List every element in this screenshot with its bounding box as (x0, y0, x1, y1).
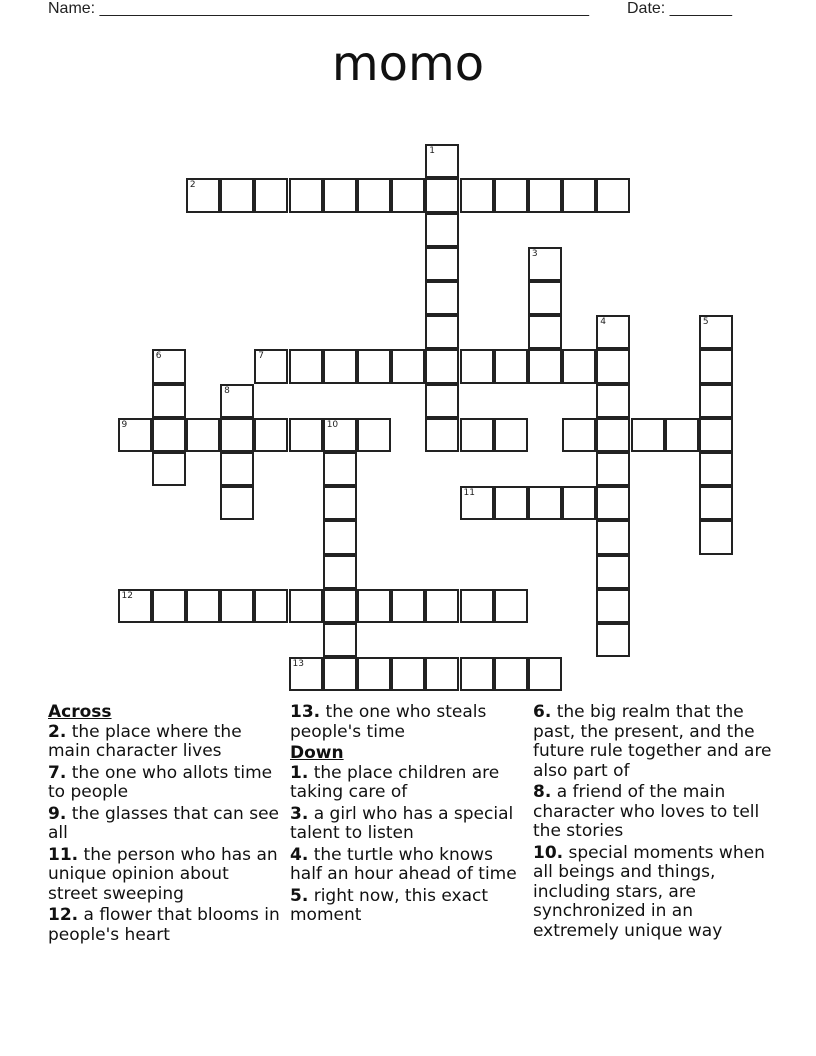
crossword-cell[interactable] (528, 281, 562, 315)
crossword-cell[interactable] (460, 486, 494, 520)
crossword-cell[interactable] (562, 349, 596, 383)
crossword-cell[interactable] (596, 178, 630, 212)
crossword-cell[interactable] (460, 349, 494, 383)
crossword-cell[interactable] (254, 418, 288, 452)
crossword-cell[interactable] (665, 418, 699, 452)
crossword-cell[interactable] (289, 418, 323, 452)
crossword-cell[interactable] (699, 452, 733, 486)
across-clue: 2. the place where the main character lives (48, 721, 242, 761)
down-clue: 8. a friend of the main character who loves to tell the stories (533, 782, 760, 841)
clue-number: 5 (702, 317, 709, 328)
crossword-cell[interactable] (220, 178, 254, 212)
crossword-cell[interactable] (220, 418, 254, 452)
clue-number: 1 (429, 146, 436, 157)
crossword-cell[interactable] (220, 589, 254, 623)
crossword-cell[interactable] (699, 486, 733, 520)
crossword-cell[interactable] (391, 349, 425, 383)
crossword-cell[interactable] (596, 349, 630, 383)
crossword-cell[interactable] (528, 349, 562, 383)
clue-number: 3 (531, 248, 538, 259)
crossword-cell[interactable] (528, 247, 562, 281)
crossword-cell[interactable] (323, 178, 357, 212)
crossword-cell[interactable] (425, 589, 459, 623)
across-clue: 13. the one who steals people's time (290, 702, 487, 742)
crossword-cell[interactable] (425, 384, 459, 418)
crossword-cell[interactable] (631, 418, 665, 452)
crossword-cell[interactable] (596, 623, 630, 657)
down-clue: 5. right now, this exact moment (290, 885, 489, 925)
crossword-cell[interactable] (596, 486, 630, 520)
crossword-cell[interactable] (323, 418, 357, 452)
crossword-cell[interactable] (425, 657, 459, 691)
crossword-cell[interactable] (152, 418, 186, 452)
crossword-cell[interactable] (289, 178, 323, 212)
crossword-cell[interactable] (391, 178, 425, 212)
crossword-cell[interactable] (494, 178, 528, 212)
crossword-cell[interactable] (289, 657, 323, 691)
crossword-cell[interactable] (562, 418, 596, 452)
crossword-cell[interactable] (186, 418, 220, 452)
down-clue: 6. the big realm that the past, the present, and the future rule together and are also part of (533, 702, 772, 781)
crossword-cell[interactable] (357, 657, 391, 691)
down-clue: 3. a girl who has a special talent to listen (290, 803, 514, 843)
clue-number: 6 (155, 351, 162, 362)
across-clue: 11. the person who has an unique opinion about street sweeping (48, 844, 278, 904)
crossword-cell[interactable] (699, 418, 733, 452)
crossword-cell[interactable] (152, 349, 186, 383)
across-clue: 12. a flower that blooms in people's heart (48, 905, 280, 945)
crossword-cell[interactable] (391, 589, 425, 623)
crossword-cell[interactable] (220, 452, 254, 486)
clue-number: 10 (326, 419, 339, 430)
crossword-cell[interactable] (425, 418, 459, 452)
crossword-cell[interactable] (460, 657, 494, 691)
crossword-cell[interactable] (254, 178, 288, 212)
crossword-cell[interactable] (186, 178, 220, 212)
crossword-cell[interactable] (323, 657, 357, 691)
clue-number: 13 (292, 659, 304, 670)
crossword-cell[interactable] (357, 589, 391, 623)
crossword-cell[interactable] (289, 349, 323, 383)
crossword-cell[interactable] (699, 315, 733, 349)
crossword-cell[interactable] (118, 418, 152, 452)
crossword-cell[interactable] (596, 418, 630, 452)
crossword-cell[interactable] (562, 486, 596, 520)
crossword-cell[interactable] (323, 589, 357, 623)
clue-number: 8 (224, 385, 230, 396)
crossword-cell[interactable] (528, 315, 562, 349)
crossword-cell[interactable] (254, 349, 288, 383)
crossword-cell[interactable] (460, 178, 494, 212)
crossword-cell[interactable] (494, 589, 528, 623)
crossword-cell[interactable] (220, 486, 254, 520)
crossword-cell[interactable] (596, 452, 630, 486)
name-field-label: Name: _______________________________________________________ (48, 0, 589, 17)
clues-column-3 (533, 703, 773, 943)
crossword-cell[interactable] (528, 178, 562, 212)
clue-number: 4 (600, 317, 607, 328)
crossword-cell[interactable] (494, 418, 528, 452)
crossword-cell[interactable] (699, 520, 733, 554)
crossword-cell[interactable] (699, 384, 733, 418)
crossword-cell[interactable] (460, 589, 494, 623)
crossword-cell[interactable] (254, 589, 288, 623)
crossword-cell[interactable] (391, 657, 425, 691)
across-clue: 7. the one who allots time to people (48, 762, 273, 802)
down-clue: 10. special moments when all beings and things, including stars, are synchronized in an extremely unique way (533, 842, 765, 941)
crossword-cell[interactable] (596, 520, 630, 554)
clues-column-1 (48, 703, 280, 947)
crossword-cell[interactable] (425, 213, 459, 247)
crossword-cell[interactable] (357, 178, 391, 212)
crossword-cell[interactable] (699, 349, 733, 383)
crossword-cell[interactable] (425, 349, 459, 383)
crossword-cell[interactable] (425, 247, 459, 281)
crossword-cell[interactable] (152, 589, 186, 623)
date-field-label: Date: _______ (627, 0, 732, 17)
crossword-cell[interactable] (323, 555, 357, 589)
puzzle-title: momo (331, 36, 485, 92)
crossword-cell[interactable] (425, 281, 459, 315)
clue-number: 2 (189, 180, 196, 191)
clue-number: 12 (121, 590, 133, 601)
crossword-cell[interactable] (596, 589, 630, 623)
crossword-cell[interactable] (528, 486, 562, 520)
crossword-cell[interactable] (323, 486, 357, 520)
crossword-cell[interactable] (152, 452, 186, 486)
clue-number: 9 (121, 419, 128, 430)
crossword-cell[interactable] (289, 589, 323, 623)
crossword-cell[interactable] (425, 315, 459, 349)
crossword-cell[interactable] (562, 178, 596, 212)
crossword-cell[interactable] (494, 657, 528, 691)
crossword-cell[interactable] (425, 178, 459, 212)
crossword-cell[interactable] (323, 452, 357, 486)
crossword-cell[interactable] (596, 555, 630, 589)
crossword-cell[interactable] (118, 589, 152, 623)
down-clue: 1. the place children are taking care of (290, 762, 500, 802)
crossword-cell[interactable] (494, 486, 528, 520)
down-heading: Down (290, 743, 344, 763)
crossword-cell[interactable] (596, 384, 630, 418)
crossword-cell[interactable] (425, 144, 459, 178)
crossword-cell[interactable] (494, 349, 528, 383)
crossword-cell[interactable] (323, 349, 357, 383)
crossword-cell[interactable] (186, 589, 220, 623)
crossword-cell[interactable] (357, 418, 391, 452)
crossword-cell[interactable] (528, 657, 562, 691)
crossword-cell[interactable] (323, 623, 357, 657)
crossword-cell[interactable] (596, 315, 630, 349)
across-heading: Across (48, 702, 112, 722)
crossword-cell[interactable] (357, 349, 391, 383)
down-clue: 4. the turtle who knows half an hour ahead of time (290, 844, 517, 884)
crossword-cell[interactable] (220, 384, 254, 418)
crossword-cell[interactable] (152, 384, 186, 418)
clue-number: 7 (258, 351, 265, 362)
across-clue: 9. the glasses that can see all (48, 803, 280, 843)
clue-number: 11 (463, 488, 475, 499)
crossword-cell[interactable] (460, 418, 494, 452)
crossword-cell[interactable] (323, 520, 357, 554)
clues-column-2 (290, 703, 526, 928)
